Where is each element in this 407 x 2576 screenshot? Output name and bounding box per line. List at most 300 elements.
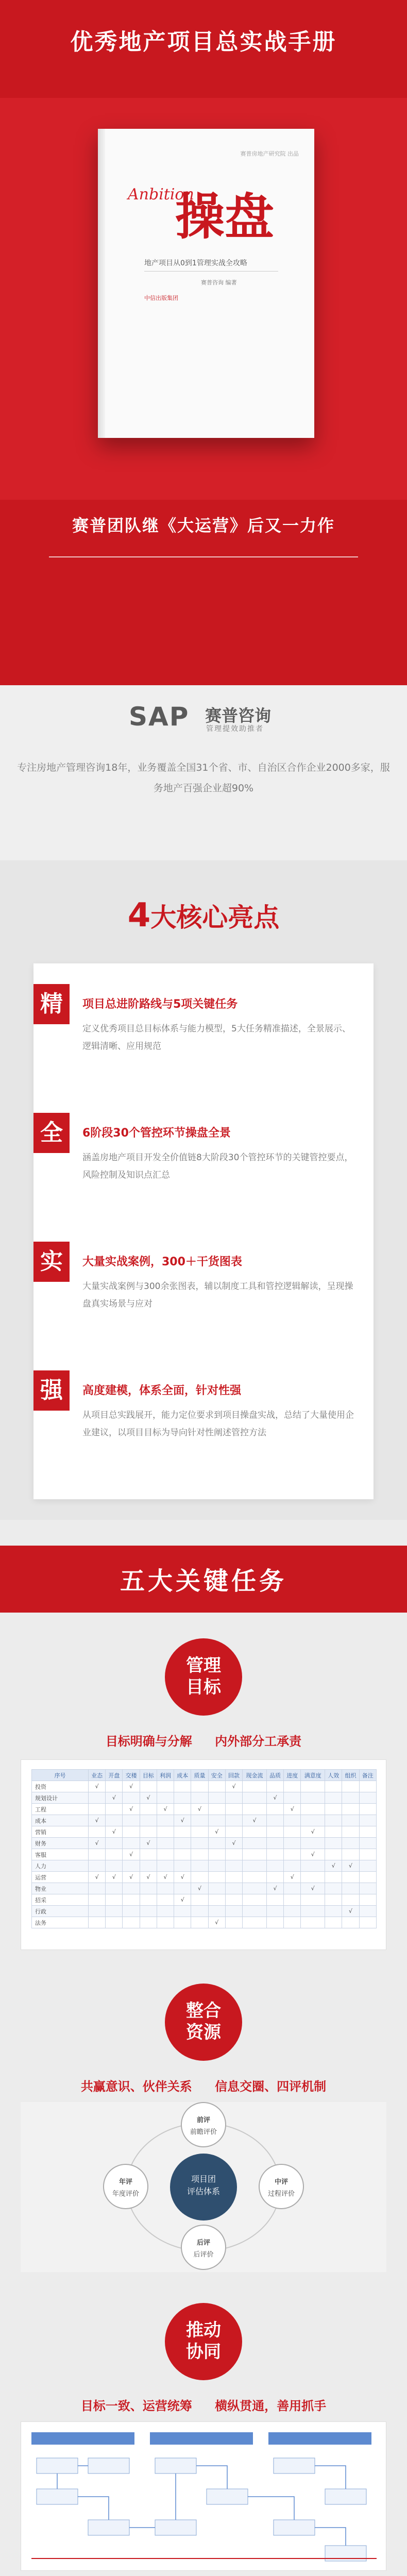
table-cell <box>191 1872 208 1883</box>
table-cell: √ <box>123 1849 140 1860</box>
table-cell <box>89 1883 106 1894</box>
table-cell <box>225 1872 242 1883</box>
goal-matrix-table <box>31 1769 377 1928</box>
table-cell <box>157 1781 174 1792</box>
table-cell <box>342 1781 359 1792</box>
flow-header <box>268 2432 371 2445</box>
table-cell <box>191 1894 208 1906</box>
table-row <box>32 1860 377 1872</box>
flow-box <box>207 2489 248 2504</box>
table-cell: 人力 <box>32 1860 89 1872</box>
table-cell <box>106 1917 123 1928</box>
table-cell <box>325 1872 342 1883</box>
table-cell <box>225 1894 242 1906</box>
table-cell: √ <box>123 1804 140 1815</box>
table-cell <box>359 1872 376 1883</box>
caption-item: 共赢意识、伙伴关系 <box>80 2079 192 2094</box>
table-cell <box>301 1917 325 1928</box>
table-cell <box>325 1883 342 1894</box>
table-cell <box>266 1917 283 1928</box>
table-cell <box>359 1883 376 1894</box>
table-cell <box>140 1894 157 1906</box>
book-authors: 赛普咨询 编著 <box>201 279 237 286</box>
table-header-row <box>32 1770 377 1781</box>
table-cell <box>106 1849 123 1860</box>
badge-line: 整合 <box>186 2001 221 2021</box>
table-cell <box>208 1838 225 1849</box>
book-publisher-tag: 中信出版集团 <box>144 295 178 301</box>
table-cell <box>301 1872 325 1883</box>
table-cell <box>225 1849 242 1860</box>
table-cell <box>359 1804 376 1815</box>
table-cell: 行政 <box>32 1906 89 1917</box>
table-cell <box>266 1781 283 1792</box>
table-cell: √ <box>174 1815 191 1826</box>
sap-logo-cn: 赛普咨询 <box>205 706 272 725</box>
table-cell: √ <box>89 1781 106 1792</box>
table-cell <box>359 1792 376 1804</box>
flow-box <box>37 2489 78 2504</box>
table-cell <box>106 1860 123 1872</box>
table-cell <box>174 1860 191 1872</box>
table-cell <box>359 1826 376 1838</box>
flow-box <box>88 2458 129 2473</box>
table-cell <box>342 1815 359 1826</box>
table-cell <box>243 1906 267 1917</box>
flow-box <box>155 2520 196 2535</box>
table-cell <box>284 1792 301 1804</box>
highlights-title-num: 4 <box>127 896 151 935</box>
table-cell <box>225 1815 242 1826</box>
table-cell <box>208 1906 225 1917</box>
table-cell: √ <box>266 1792 283 1804</box>
table-cell <box>123 1792 140 1804</box>
table-cell <box>284 1849 301 1860</box>
node-title: 后评 <box>196 2239 210 2247</box>
table-cell <box>284 1917 301 1928</box>
table-header-cell: 序号 <box>32 1770 89 1781</box>
table-header-cell: 安全 <box>208 1770 225 1781</box>
table-cell <box>106 1804 123 1815</box>
sap-logo <box>129 700 283 736</box>
table-cell <box>266 1906 283 1917</box>
table-cell: √ <box>301 1883 325 1894</box>
table-cell: √ <box>243 1815 267 1826</box>
node-pre-eval <box>181 2102 226 2147</box>
flow-diagram <box>21 2422 386 2570</box>
table-header-cell: 质量 <box>191 1770 208 1781</box>
highlight-char: 实 <box>33 1242 70 1282</box>
table-cell <box>359 1838 376 1849</box>
task-caption-resources <box>0 2076 407 2094</box>
table-cell <box>342 1883 359 1894</box>
table-cell <box>174 1781 191 1792</box>
table-cell: √ <box>106 1792 123 1804</box>
table-cell <box>106 1906 123 1917</box>
table-cell <box>140 1849 157 1860</box>
node-sub: 过程评价 <box>267 2190 295 2198</box>
table-cell <box>157 1849 174 1860</box>
flow-box <box>88 2520 129 2535</box>
table-cell <box>157 1860 174 1872</box>
table-cell <box>243 1894 267 1906</box>
table-cell: √ <box>140 1792 157 1804</box>
hero-tagline: 赛普团队继《大运营》后又一力作 <box>72 516 335 535</box>
flow-box <box>37 2458 78 2473</box>
table-cell <box>140 1781 157 1792</box>
highlight-item <box>33 1242 374 1360</box>
table-cell <box>208 1804 225 1815</box>
tasks-header <box>0 1546 407 1613</box>
table-cell <box>342 1826 359 1838</box>
table-cell <box>325 1906 342 1917</box>
table-cell <box>123 1826 140 1838</box>
table-cell <box>225 1906 242 1917</box>
node-sub: 年度评价 <box>112 2190 139 2198</box>
table-cell <box>123 1815 140 1826</box>
table-cell <box>266 1894 283 1906</box>
hero-section <box>0 0 407 685</box>
table-header-cell: 组织 <box>342 1770 359 1781</box>
table-cell <box>89 1860 106 1872</box>
table-cell <box>266 1860 283 1872</box>
table-cell <box>208 1894 225 1906</box>
table-cell <box>157 1906 174 1917</box>
table-cell <box>225 1883 242 1894</box>
highlight-title: 项目总进阶路线与5项关键任务 <box>82 998 238 1011</box>
table-row <box>32 1826 377 1838</box>
highlight-item <box>33 984 374 1103</box>
highlights-title-text: 大核心亮点 <box>150 903 280 933</box>
table-cell <box>123 1906 140 1917</box>
table-cell: √ <box>225 1838 242 1849</box>
table-cell <box>174 1883 191 1894</box>
task-caption-goals <box>0 1731 407 1749</box>
table-cell <box>325 1826 342 1838</box>
table-cell <box>325 1838 342 1849</box>
table-cell <box>342 1849 359 1860</box>
table-cell <box>325 1781 342 1792</box>
sap-logo-slogan: 管理提效助推者 <box>206 725 264 733</box>
flow-box <box>325 2489 366 2504</box>
table-cell: √ <box>266 1883 283 1894</box>
table-cell: √ <box>284 1804 301 1815</box>
table-cell <box>191 1792 208 1804</box>
table-cell <box>208 1872 225 1883</box>
table-cell <box>208 1792 225 1804</box>
table-cell <box>284 1906 301 1917</box>
table-header-cell: 品质 <box>266 1770 283 1781</box>
table-cell <box>342 1804 359 1815</box>
table-cell: 营销 <box>32 1826 89 1838</box>
table-header-cell: 备注 <box>359 1770 376 1781</box>
table-cell: √ <box>89 1815 106 1826</box>
table-cell <box>284 1838 301 1849</box>
table-cell <box>106 1815 123 1826</box>
book-divider <box>144 271 278 272</box>
table-cell <box>359 1849 376 1860</box>
node-post-eval <box>181 2225 226 2270</box>
table-cell: √ <box>123 1781 140 1792</box>
table-cell: 成本 <box>32 1815 89 1826</box>
task-caption-collab <box>0 2396 407 2414</box>
table-header-cell: 开盘 <box>106 1770 123 1781</box>
table-cell: √ <box>174 1894 191 1906</box>
table-cell <box>301 1792 325 1804</box>
table-cell <box>208 1860 225 1872</box>
table-cell <box>191 1860 208 1872</box>
table-cell <box>123 1917 140 1928</box>
table-cell <box>140 1906 157 1917</box>
table-cell: 投资 <box>32 1781 89 1792</box>
sap-logo-letters: SAP <box>129 702 190 732</box>
table-cell <box>243 1838 267 1849</box>
node-sub: 前瞻评价 <box>190 2128 217 2136</box>
table-cell <box>243 1849 267 1860</box>
table-row <box>32 1781 377 1792</box>
table-cell: 规划设计 <box>32 1792 89 1804</box>
table-cell <box>191 1826 208 1838</box>
book-spine <box>98 129 105 438</box>
table-cell: 工程 <box>32 1804 89 1815</box>
table-cell: 招采 <box>32 1894 89 1906</box>
table-cell <box>140 1815 157 1826</box>
highlights-section <box>0 860 407 1520</box>
flow-header <box>150 2432 253 2445</box>
table-cell <box>89 1917 106 1928</box>
table-row <box>32 1883 377 1894</box>
table-cell <box>140 1883 157 1894</box>
caption-item: 目标明确与分解 <box>105 1734 192 1749</box>
table-cell: √ <box>140 1872 157 1883</box>
table-cell <box>243 1792 267 1804</box>
goal-matrix-panel <box>21 1759 386 1950</box>
table-cell: √ <box>157 1872 174 1883</box>
caption-item: 信息交圈、四评机制 <box>215 2079 327 2094</box>
table-cell <box>157 1815 174 1826</box>
table-cell: √ <box>191 1804 208 1815</box>
table-header-cell: 交楼 <box>123 1770 140 1781</box>
highlight-char: 全 <box>33 1113 70 1153</box>
table-cell <box>106 1838 123 1849</box>
table-row <box>32 1872 377 1883</box>
table-cell <box>208 1883 225 1894</box>
table-cell: √ <box>140 1838 157 1849</box>
table-cell <box>89 1804 106 1815</box>
table-cell <box>243 1804 267 1815</box>
table-row <box>32 1894 377 1906</box>
table-cell <box>191 1781 208 1792</box>
evaluation-diagram <box>21 2102 386 2272</box>
highlight-char: 精 <box>33 984 70 1024</box>
highlight-title: 6阶段30个管控环节操盘全景 <box>82 1127 231 1140</box>
table-cell: √ <box>89 1838 106 1849</box>
table-cell <box>157 1917 174 1928</box>
table-cell <box>157 1826 174 1838</box>
book-script-title: Anbition <box>128 185 194 204</box>
highlight-title: 高度建模，体系全面，针对性强 <box>82 1384 242 1397</box>
highlight-body: 大量实战案例与300余张图表，辅以制度工具和管控逻辑解读，呈现操盘真实场景与应对 <box>82 1281 353 1309</box>
table-cell <box>157 1838 174 1849</box>
badge-line: 目标 <box>186 1677 221 1698</box>
flow-box <box>155 2458 196 2473</box>
table-cell <box>325 1894 342 1906</box>
tasks-title: 五大关键任务 <box>120 1567 287 1596</box>
table-row <box>32 1906 377 1917</box>
table-cell <box>89 1894 106 1906</box>
table-cell <box>123 1838 140 1849</box>
book-subtitle: 地产项目从0到1管理实战全攻略 <box>144 259 247 267</box>
book-cover <box>98 129 314 438</box>
table-cell <box>342 1894 359 1906</box>
table-cell <box>266 1815 283 1826</box>
table-cell: √ <box>208 1826 225 1838</box>
caption-item: 目标一致、运营统筹 <box>80 2399 192 2413</box>
table-cell <box>123 1894 140 1906</box>
table-cell <box>89 1826 106 1838</box>
table-cell: √ <box>123 1872 140 1883</box>
caption-item: 横纵贯通，善用抓手 <box>215 2399 327 2413</box>
table-cell <box>157 1792 174 1804</box>
flow-panel <box>21 2421 386 2571</box>
book-main-title: 操盘 <box>175 188 274 246</box>
table-cell <box>301 1860 325 1872</box>
highlight-item <box>33 1113 374 1231</box>
flow-boxes <box>37 2458 366 2561</box>
highlight-item <box>33 1370 374 1489</box>
table-cell: √ <box>284 1872 301 1883</box>
table-cell <box>342 1792 359 1804</box>
intro-section <box>0 685 407 860</box>
table-cell: √ <box>225 1781 242 1792</box>
table-cell <box>301 1815 325 1826</box>
table-cell: 客服 <box>32 1849 89 1860</box>
table-cell <box>359 1917 376 1928</box>
intro-text: 专注房地产管理咨询18年，业务覆盖全国31个省、市、自治区合作企业2000多家，服务地产百强企业超90% <box>17 762 390 794</box>
center-line: 评估体系 <box>186 2187 220 2196</box>
table-header-cell: 人效 <box>325 1770 342 1781</box>
table-cell <box>191 1849 208 1860</box>
table-cell <box>266 1826 283 1838</box>
table-cell <box>174 1906 191 1917</box>
highlight-body: 涵盖房地产项目开发全价值链8大阶段30个管控环节的关键管控要点，风险控制及知识点汇总 <box>82 1153 353 1180</box>
table-cell <box>243 1883 267 1894</box>
tasks-section <box>0 1520 407 2576</box>
table-cell <box>266 1804 283 1815</box>
table-cell <box>325 1815 342 1826</box>
table-cell <box>325 1849 342 1860</box>
table-cell <box>284 1826 301 1838</box>
task-badge-collab <box>165 2303 242 2380</box>
table-cell <box>191 1917 208 1928</box>
table-cell <box>325 1792 342 1804</box>
highlights-title <box>0 896 407 935</box>
table-cell <box>174 1826 191 1838</box>
badge-line: 资源 <box>186 2022 221 2043</box>
book-top-text: 赛普房地产研究院 出品 <box>240 150 299 157</box>
table-cell <box>266 1849 283 1860</box>
table-cell: √ <box>174 1872 191 1883</box>
table-header-cell: 现金流 <box>243 1770 267 1781</box>
table-header-cell: 成本 <box>174 1770 191 1781</box>
table-cell <box>266 1838 283 1849</box>
table-cell <box>342 1872 359 1883</box>
table-cell: √ <box>342 1860 359 1872</box>
table-cell <box>208 1849 225 1860</box>
table-cell <box>225 1917 242 1928</box>
highlight-body: 从项目总实践展开，能力定位要求到项目操盘实战，总结了大量使用企业建议，以项目目标为导向针对性阐述管控方法 <box>82 1410 354 1438</box>
table-cell <box>140 1860 157 1872</box>
table-cell <box>174 1804 191 1815</box>
table-cell: √ <box>89 1872 106 1883</box>
table-cell: √ <box>342 1906 359 1917</box>
table-cell <box>301 1894 325 1906</box>
table-header-cell: 满意度 <box>301 1770 325 1781</box>
hero-rule <box>49 556 358 557</box>
table-cell <box>106 1883 123 1894</box>
table-header-cell: 回款 <box>225 1770 242 1781</box>
table-cell: √ <box>157 1804 174 1815</box>
table-cell <box>325 1917 342 1928</box>
table-cell <box>243 1781 267 1792</box>
table-cell <box>342 1917 359 1928</box>
table-cell <box>359 1906 376 1917</box>
table-cell <box>325 1804 342 1815</box>
table-cell <box>208 1781 225 1792</box>
table-cell: √ <box>325 1860 342 1872</box>
evaluation-center <box>170 2154 237 2221</box>
table-cell <box>174 1838 191 1849</box>
table-header-cell: 进度 <box>284 1770 301 1781</box>
table-cell <box>106 1894 123 1906</box>
table-row <box>32 1838 377 1849</box>
badge-line: 管理 <box>186 1655 221 1676</box>
table-cell <box>301 1906 325 1917</box>
table-row <box>32 1917 377 1928</box>
table-row <box>32 1792 377 1804</box>
table-header-cell: 业态 <box>89 1770 106 1781</box>
table-cell <box>89 1849 106 1860</box>
table-cell <box>174 1849 191 1860</box>
table-cell <box>174 1917 191 1928</box>
table-cell <box>243 1872 267 1883</box>
table-cell <box>89 1906 106 1917</box>
node-mid-eval <box>259 2164 304 2209</box>
table-cell: 财务 <box>32 1838 89 1849</box>
table-cell <box>191 1838 208 1849</box>
node-annual-eval <box>103 2164 148 2209</box>
table-cell <box>140 1826 157 1838</box>
table-cell: 运营 <box>32 1872 89 1883</box>
highlight-body: 定义优秀项目总目标体系与能力模型，5大任务精准描述，全景展示、逻辑清晰、应用规范 <box>82 1024 351 1052</box>
table-cell <box>284 1894 301 1906</box>
table-cell <box>359 1815 376 1826</box>
badge-line: 协同 <box>186 2342 221 2362</box>
flow-header <box>31 2432 134 2445</box>
table-cell: √ <box>106 1872 123 1883</box>
task-badge-resources <box>165 1984 242 2061</box>
table-cell <box>225 1792 242 1804</box>
center-line: 项目团 <box>191 2174 216 2184</box>
table-cell <box>359 1860 376 1872</box>
table-cell: √ <box>301 1826 325 1838</box>
table-cell <box>342 1838 359 1849</box>
table-header-cell: 利润 <box>157 1770 174 1781</box>
table-cell <box>157 1894 174 1906</box>
highlight-char: 强 <box>33 1370 70 1411</box>
table-cell: √ <box>208 1917 225 1928</box>
hero-title: 优秀地产项目总实战手册 <box>70 29 337 55</box>
